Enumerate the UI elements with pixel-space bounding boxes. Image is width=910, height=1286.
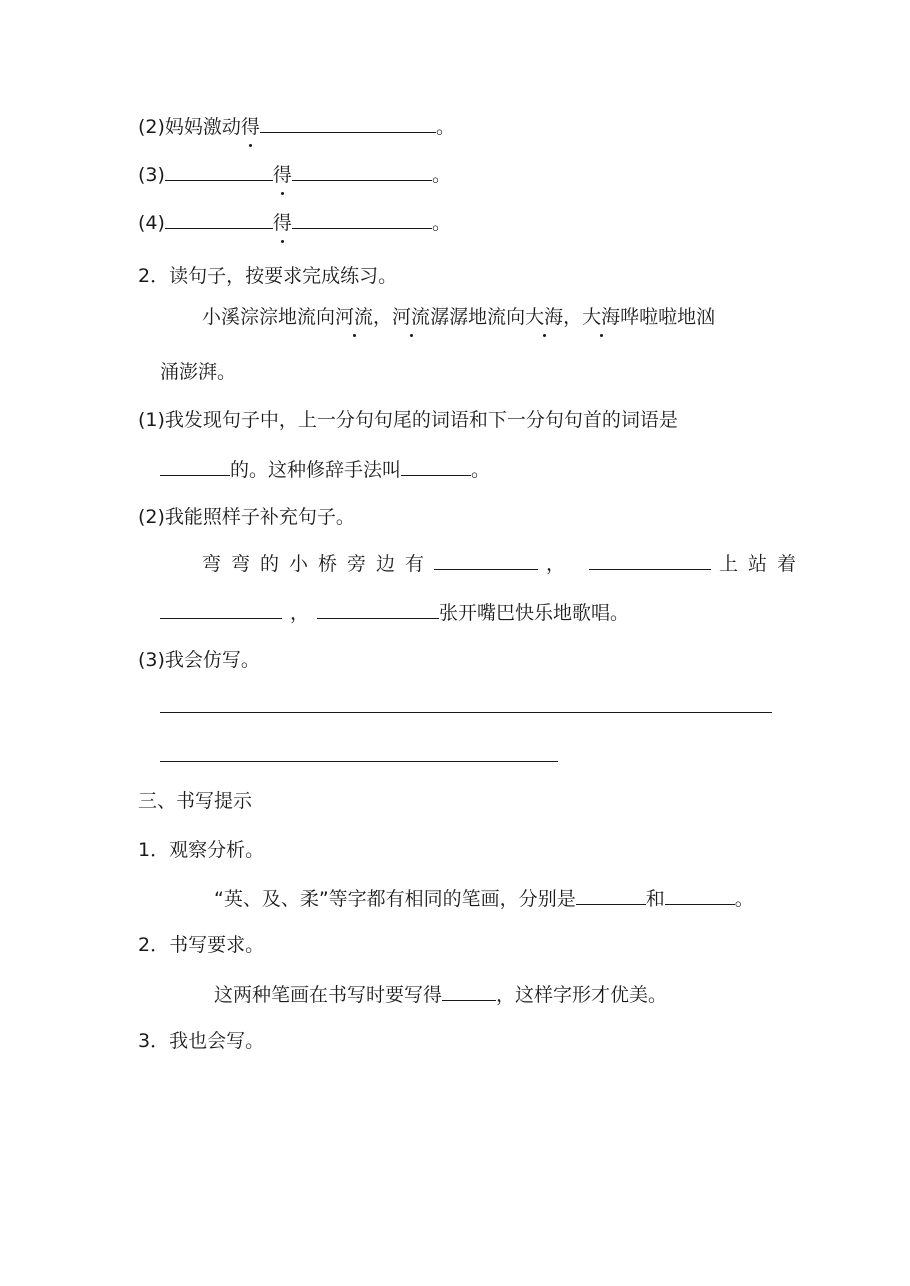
question-2-2-line-1 xyxy=(202,549,806,577)
passage-text: 哗啦啦地汹 xyxy=(620,306,716,328)
question-2-2-line-2 xyxy=(160,598,629,626)
section-2-heading: 2．读句子，按要求完成练习。 xyxy=(138,265,398,287)
question-2-4 xyxy=(138,208,451,236)
question-text: 和 xyxy=(645,888,665,910)
emphasis-dotted-word: 河流 xyxy=(335,303,373,331)
answer-blank[interactable] xyxy=(292,160,432,181)
section-3-heading: 三、书写提示 xyxy=(138,790,253,812)
question-number: (3) xyxy=(138,164,165,186)
question-text: 的。这种修辞手法叫 xyxy=(230,459,402,481)
emphasis-dotted-word: 大海 xyxy=(582,303,620,331)
answer-blank[interactable] xyxy=(160,455,230,476)
answer-blank[interactable] xyxy=(292,208,432,229)
section-3-item-3: 3．我也会写。 xyxy=(138,1030,265,1052)
passage-text: ， xyxy=(373,306,393,328)
question-2-1-line-2 xyxy=(160,455,490,483)
writing-line[interactable] xyxy=(160,712,772,713)
question-text: (2)妈妈激动 xyxy=(138,116,241,138)
emphasis-dotted-word: 河流 xyxy=(392,303,430,331)
punctuation: 。 xyxy=(431,164,451,186)
question-text: 张开嘴巴快乐地歌唱。 xyxy=(439,602,630,624)
section-3-item-2: 2．书写要求。 xyxy=(138,934,265,956)
answer-blank[interactable] xyxy=(260,112,436,133)
passage-text: 小溪淙淙地流向 xyxy=(202,306,336,328)
question-2-3 xyxy=(138,160,451,188)
passage-line-2: 涌澎湃。 xyxy=(160,361,237,383)
answer-blank[interactable] xyxy=(160,598,282,619)
emphasis-dotted-char: 得 xyxy=(273,161,292,189)
question-2-3-heading: (3)我会仿写。 xyxy=(138,649,260,671)
emphasis-dotted-word: 大海 xyxy=(525,303,563,331)
question-text: “英、及、柔”等字都有相同的笔画，分别是 xyxy=(214,888,576,910)
emphasis-dotted-char: 得 xyxy=(273,209,292,237)
writing-line[interactable] xyxy=(160,761,558,762)
section-3-item-2-text xyxy=(214,980,667,1008)
question-number: (4) xyxy=(138,212,165,234)
question-2-2-heading: (2)我能照样子补充句子。 xyxy=(138,506,355,528)
section-3-item-1-text xyxy=(214,884,754,912)
punctuation: 。 xyxy=(471,459,491,481)
answer-blank[interactable] xyxy=(442,980,496,1001)
question-text: ，这样字形才优美。 xyxy=(496,984,668,1006)
answer-blank[interactable] xyxy=(665,884,735,905)
answer-blank[interactable] xyxy=(165,208,273,229)
question-text: 这两种笔画在书写时要写得 xyxy=(214,984,443,1006)
answer-blank[interactable] xyxy=(589,549,711,570)
punctuation: ， xyxy=(546,553,566,575)
question-text: 上站着 xyxy=(719,553,807,575)
question-2-2 xyxy=(138,112,455,140)
answer-blank[interactable] xyxy=(317,598,439,619)
passage-line-1 xyxy=(202,303,715,331)
question-2-1-line-1: (1)我发现句子中，上一分句句尾的词语和下一分句句首的词语是 xyxy=(138,409,678,431)
question-text: 弯弯的小桥旁边有 xyxy=(202,553,435,575)
punctuation: 。 xyxy=(435,116,455,138)
punctuation: ， xyxy=(290,602,310,624)
emphasis-dotted-char: 得 xyxy=(241,113,260,141)
answer-blank[interactable] xyxy=(434,549,538,570)
punctuation: 。 xyxy=(431,212,451,234)
answer-blank[interactable] xyxy=(576,884,646,905)
punctuation: 。 xyxy=(734,888,754,910)
section-3-item-1: 1．观察分析。 xyxy=(138,839,265,861)
answer-blank[interactable] xyxy=(165,160,273,181)
answer-blank[interactable] xyxy=(401,455,471,476)
passage-text: 潺潺地流向 xyxy=(430,306,526,328)
passage-text: ， xyxy=(563,306,583,328)
